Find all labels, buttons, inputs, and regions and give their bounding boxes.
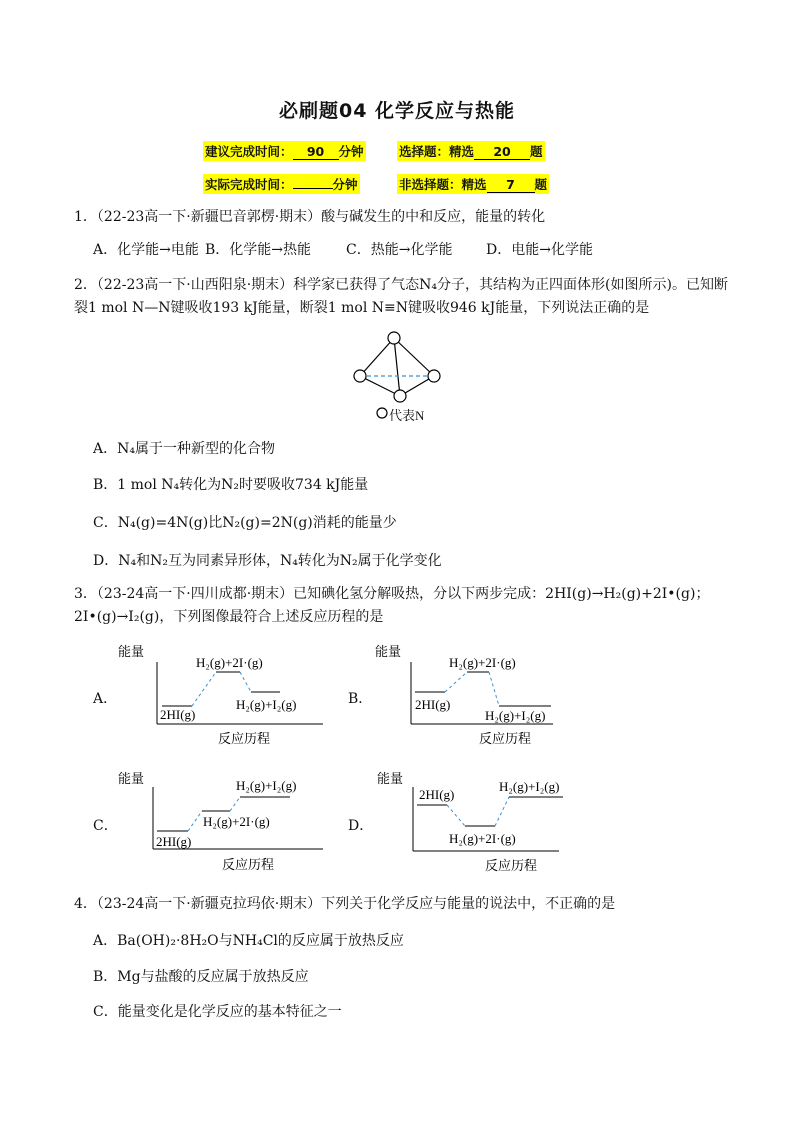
q1-option-b[interactable]: B．化学能→热能: [205, 242, 312, 258]
x-axis-label: 反应历程: [485, 858, 538, 873]
page-title: 必刷题04 化学反应与热能: [278, 100, 516, 122]
q3-stem-line2: 2I•(g)→I₂(g)，下列图像最符合上述反应历程的是: [74, 609, 384, 625]
q3-option-c[interactable]: C．: [93, 818, 118, 834]
q1-option-c[interactable]: C．热能→化学能: [346, 242, 453, 258]
q4-option-a[interactable]: A．Ba(OH)₂·8H₂O与NH₄Cl的反应属于放热反应: [93, 933, 404, 949]
species-2hi: 2HI(g): [156, 834, 192, 849]
species-mid: H₂(g)+2I·(g): [449, 655, 516, 670]
y-axis-label: 能量: [377, 771, 404, 786]
y-axis-label: 能量: [375, 644, 402, 659]
y-axis-label: 能量: [118, 771, 145, 786]
q3-stem-line1: 3．（23-24高一下·四川成都·期末）已知碘化氢分解吸热，分以下两步完成：2HI(g)→H₂(g)+2I•(g)；: [74, 586, 710, 602]
species-mid: H₂(g)+2I·(g): [196, 655, 263, 670]
species-2hi: 2HI(g): [415, 697, 451, 712]
q2-option-b[interactable]: B．1 mol N₄转化为N₂时要吸收734 kJ能量: [93, 477, 369, 493]
non-choice-count: 非选择题：精选 7 题: [397, 174, 549, 194]
suggested-time: 建议完成时间： 90 分钟: [203, 141, 366, 161]
species-mid: H₂(g)+2I·(g): [449, 831, 516, 846]
q3-option-b[interactable]: B．: [348, 691, 373, 707]
energy-diagram-b: [365, 640, 565, 750]
q4-stem: 4．（23-24高一下·新疆克拉玛依·期末）下列关于化学反应与能量的说法中，不正确的是: [74, 896, 616, 912]
q2-option-d[interactable]: D．N₄和N₂互为同素异形体，N₄转化为N₂属于化学变化: [93, 553, 442, 569]
q2-option-a[interactable]: A．N₄属于一种新型的化合物: [93, 441, 275, 457]
energy-diagram-c: [110, 765, 340, 875]
species-prod: H₂(g)+I₂(g): [499, 779, 560, 794]
x-axis-label: 反应历程: [222, 857, 275, 872]
q4-option-c[interactable]: C．能量变化是化学反应的基本特征之一: [93, 1004, 342, 1020]
species-2hi: 2HI(g): [160, 707, 196, 722]
energy-diagram-a: [110, 640, 340, 750]
q2-stem-line1: 2．（22-23高一下·山西阳泉·期末）科学家已获得了气态N₄分子，其结构为正四面体形(如图所示)。已知断: [74, 277, 728, 293]
q1-stem: 1．（22-23高一下·新疆巴音郭楞·期末）酸与碱发生的中和反应，能量的转化: [74, 209, 546, 225]
q1-option-d[interactable]: D．电能→化学能: [486, 242, 593, 258]
q2-option-c[interactable]: C．N₄(g)=4N(g)比N₂(g)=2N(g)消耗的能量少: [93, 515, 397, 531]
x-axis-label: 反应历程: [218, 731, 271, 746]
q3-option-d[interactable]: D．: [348, 818, 374, 834]
q2-stem-line2: 裂1 mol N—N键吸收193 kJ能量，断裂1 mol N≡N键吸收946 kJ能量，下列说法正确的是: [74, 300, 650, 316]
species-mid: H₂(g)+2I·(g): [203, 814, 270, 829]
species-2hi: 2HI(g): [419, 787, 455, 802]
y-axis-label: 能量: [118, 644, 145, 659]
figure-caption: 代表N: [389, 408, 425, 423]
species-prod: H₂(g)+I₂(g): [236, 778, 297, 793]
energy-diagram-d: [365, 765, 575, 880]
actual-time: 实际完成时间： 分钟: [203, 174, 360, 194]
species-prod: H₂(g)+I₂(g): [236, 697, 297, 712]
x-axis-label: 反应历程: [479, 731, 532, 746]
species-prod: H₂(g)+I₂(g): [485, 708, 546, 723]
q4-option-b[interactable]: B．Mg与盐酸的反应属于放热反应: [93, 969, 309, 985]
q1-option-a[interactable]: A．化学能→电能: [93, 242, 199, 258]
q3-option-a[interactable]: A．: [93, 691, 118, 707]
choice-count: 选择题：精选 20 题: [397, 141, 545, 161]
